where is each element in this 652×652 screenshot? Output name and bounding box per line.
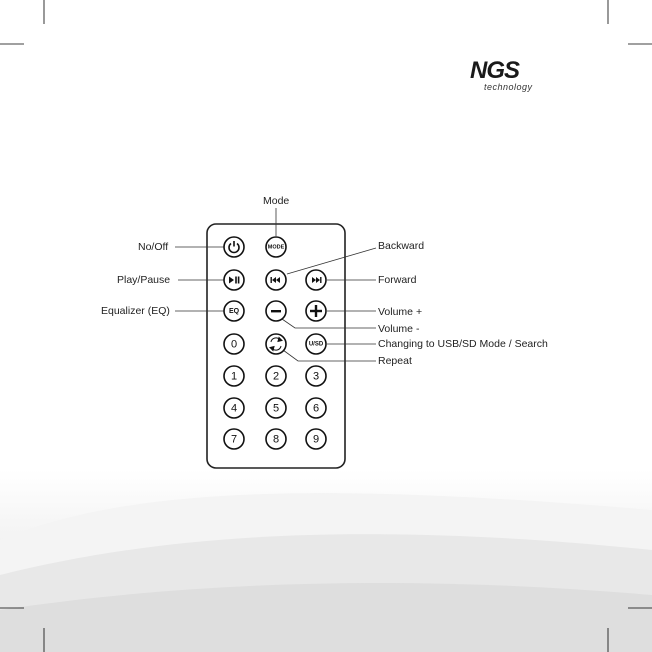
- usb-sd-button-label: U/SD: [308, 341, 324, 348]
- callout-equalizer: Equalizer (EQ): [101, 305, 170, 317]
- digit-2-button[interactable]: [266, 366, 286, 386]
- logo-tagline: technology: [484, 82, 533, 92]
- digit-2-label: 2: [272, 370, 280, 383]
- logo-brand: NGS: [470, 57, 520, 84]
- minus-icon: [271, 310, 281, 312]
- power-button[interactable]: [224, 237, 244, 257]
- backward-button[interactable]: [266, 270, 286, 290]
- digit-9-button[interactable]: [306, 429, 326, 449]
- callout-forward: Forward: [378, 274, 417, 286]
- repeat-button[interactable]: [266, 334, 286, 354]
- callout-volume-down: Volume -: [378, 323, 420, 335]
- callout-play-pause: Play/Pause: [117, 274, 171, 286]
- digit-4-label: 4: [230, 402, 238, 415]
- digit-1-button[interactable]: [224, 366, 244, 386]
- digit-7-button[interactable]: [224, 429, 244, 449]
- digit-4-button[interactable]: [224, 398, 244, 418]
- digit-3-label: 3: [312, 370, 320, 383]
- usb-sd-button[interactable]: [306, 334, 326, 354]
- play-pause-button[interactable]: [224, 270, 244, 290]
- mode-button-label: MODE: [267, 244, 285, 251]
- volume-down-button[interactable]: [266, 301, 286, 321]
- digit-6-button[interactable]: [306, 398, 326, 418]
- volume-up-button[interactable]: [306, 301, 326, 321]
- digit-6-label: 6: [312, 402, 320, 415]
- callout-repeat: Repeat: [378, 355, 412, 367]
- digit-1-label: 1: [230, 370, 238, 383]
- digit-0-button[interactable]: [224, 334, 244, 354]
- callout-volume-up: Volume +: [378, 306, 423, 318]
- digit-9-label: 9: [312, 433, 320, 446]
- digit-8-button[interactable]: [266, 429, 286, 449]
- digit-3-button[interactable]: [306, 366, 326, 386]
- digit-7-label: 7: [230, 433, 238, 446]
- eq-button-label: EQ: [228, 308, 240, 315]
- digit-0-label: 0: [230, 338, 238, 351]
- digit-5-button[interactable]: [266, 398, 286, 418]
- callout-backward: Backward: [378, 240, 425, 252]
- mode-button[interactable]: [266, 237, 286, 257]
- digit-8-label: 8: [272, 433, 280, 446]
- eq-button[interactable]: [224, 301, 244, 321]
- callout-usb-sd: Changing to USB/SD Mode / Search: [378, 338, 548, 350]
- digit-5-label: 5: [272, 402, 280, 415]
- callout-power: No/Off: [138, 241, 169, 253]
- callout-mode: Mode: [263, 195, 290, 207]
- forward-button[interactable]: [306, 270, 326, 290]
